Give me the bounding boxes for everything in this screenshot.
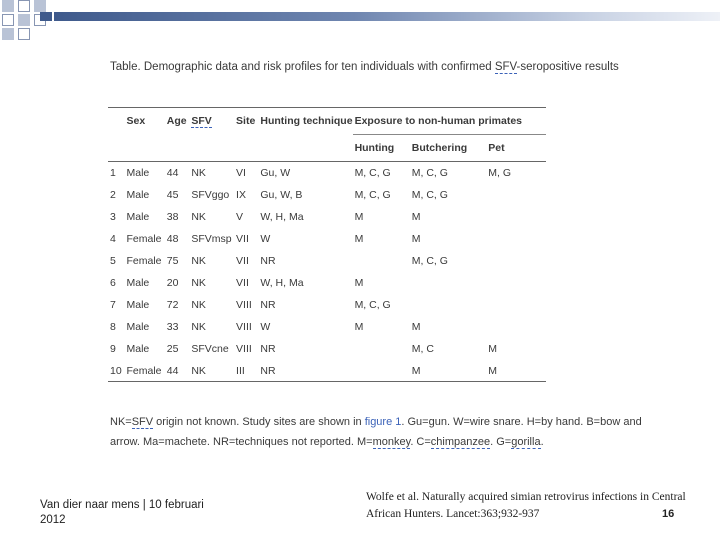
cell-butchering (410, 272, 487, 294)
cell-hunting: M (354, 211, 364, 223)
page-number: 16 (662, 508, 675, 520)
note-text: NK= (110, 416, 132, 428)
cell-pet (486, 206, 546, 228)
cell-num: 4 (110, 233, 116, 245)
decorative-square (18, 28, 30, 40)
cell-sfv: NK (191, 277, 206, 289)
cell-hunting (353, 360, 410, 382)
cell-technique: NR (260, 255, 276, 267)
col-header-pet: Pet (486, 135, 546, 162)
table-row (108, 360, 546, 382)
cell-sex: Male (126, 189, 150, 201)
cell-num: 9 (110, 343, 116, 355)
cell-hunting (353, 250, 410, 272)
cell-butchering: M (411, 321, 421, 333)
sfv-term: SFV (131, 416, 154, 428)
cell-butchering: M (411, 211, 421, 223)
cell-sfv: SFVmsp (191, 233, 232, 245)
note-text: . C= (410, 436, 431, 448)
decorative-square (2, 14, 14, 26)
cell-num: 1 (110, 167, 116, 179)
decorative-square (18, 0, 30, 12)
cell-age: 33 (166, 321, 179, 333)
cell-hunting (353, 338, 410, 360)
table-row (108, 294, 546, 316)
cell-sex: Male (126, 211, 150, 223)
col-header-hunting: Hunting (353, 135, 410, 162)
cell-pet (486, 316, 546, 338)
cell-butchering (410, 294, 487, 316)
cell-site: VIII (236, 343, 252, 355)
decorative-square (2, 28, 14, 40)
cell-technique: NR (260, 299, 276, 311)
note-text: . Gu=gun. W=wire snare. H=by hand. B=bow and arrow. Ma=machete. NR=techniques not reported. M= (110, 416, 642, 448)
table-row (108, 338, 546, 360)
cell-age: 38 (166, 211, 179, 223)
cell-sfv: NK (191, 167, 206, 179)
cell-pet (486, 184, 546, 206)
cell-age: 45 (166, 189, 179, 201)
cell-num: 8 (110, 321, 116, 333)
cell-sex: Female (126, 255, 162, 267)
cell-technique: W (260, 233, 271, 245)
monkey-term: monkey (372, 436, 411, 448)
cell-butchering: M (410, 360, 487, 382)
col-header-num (108, 108, 125, 135)
table-title-text: Table. Demographic data and risk profiles for ten individuals with confirmed (110, 61, 495, 73)
cell-num: 5 (110, 255, 116, 267)
table-header-row (108, 108, 546, 135)
cell-sfv: NK (191, 321, 206, 333)
cell-sex: Female (126, 233, 162, 245)
gorilla-term: gorilla (511, 436, 541, 448)
cell-sfv: NK (191, 211, 206, 223)
decorative-square (2, 0, 14, 12)
cell-hunting: M, C, G (354, 167, 391, 179)
cell-sfv: NK (189, 360, 234, 382)
cell-site: VII (236, 277, 249, 289)
cell-butchering: M, C, G (411, 255, 448, 267)
decorative-square (34, 0, 46, 12)
header-gradient-bar (54, 12, 720, 21)
col-header-sex: Sex (125, 108, 165, 135)
cell-technique: W, H, Ma (260, 277, 304, 289)
subheader-spacer (108, 135, 353, 162)
table-footnote (110, 412, 670, 452)
table-row (108, 228, 546, 250)
cell-sex: Male (126, 299, 150, 311)
cell-sfv: SFVcne (191, 343, 229, 355)
cell-site: VIII (236, 321, 252, 333)
cell-age: 20 (166, 277, 179, 289)
cell-technique: NR (258, 360, 352, 382)
cell-site: III (234, 360, 258, 382)
cell-pet: M (488, 343, 498, 355)
cell-site: IX (236, 189, 246, 201)
cell-pet (486, 250, 546, 272)
cell-technique: Gu, W, B (260, 189, 303, 201)
col-header-hunting-technique: Hunting technique (258, 108, 352, 135)
data-table (108, 107, 546, 382)
cell-pet: M (486, 360, 546, 382)
cell-age: 44 (165, 360, 190, 382)
cell-site: VIII (236, 299, 252, 311)
cell-hunting: M (354, 321, 364, 333)
table-row (108, 250, 546, 272)
cell-sex: Male (126, 321, 150, 333)
sfv-header-term: SFV (191, 115, 212, 128)
cell-pet (486, 228, 546, 250)
table-subheader-row (108, 135, 546, 162)
cell-technique: NR (260, 343, 276, 355)
cell-age: 48 (166, 233, 179, 245)
cell-butchering: M, C (411, 343, 434, 355)
cell-technique: W (260, 321, 271, 333)
cell-age: 72 (166, 299, 179, 311)
cell-hunting: M (354, 233, 364, 245)
cell-sfv: SFVggo (191, 189, 230, 201)
note-text: origin not known. Study sites are shown in (153, 416, 365, 428)
cell-age: 75 (166, 255, 179, 267)
cell-sfv: NK (191, 255, 206, 267)
cell-sex: Female (125, 360, 165, 382)
table-title-suffix: -seropositive results (516, 61, 619, 73)
col-header-site: Site (234, 108, 258, 135)
cell-sfv: NK (191, 299, 206, 311)
cell-num: 7 (110, 299, 116, 311)
cell-sex: Male (126, 343, 150, 355)
cell-age: 25 (166, 343, 179, 355)
cell-hunting: M (354, 277, 364, 289)
cell-site: VII (236, 255, 249, 267)
cell-butchering: M, C, G (411, 189, 448, 201)
cell-pet (486, 272, 546, 294)
decorative-square (18, 14, 30, 26)
sfv-term: SFV (494, 61, 517, 73)
table-row (108, 206, 546, 228)
cell-technique: W, H, Ma (260, 211, 304, 223)
chimpanzee-term: chimpanzee (430, 436, 491, 448)
cell-age: 44 (166, 167, 179, 179)
cell-pet (486, 294, 546, 316)
cell-num: 2 (110, 189, 116, 201)
cell-num: 3 (110, 211, 116, 223)
cell-hunting: M, C, G (354, 189, 391, 201)
cell-hunting: M, C, G (354, 299, 391, 311)
cell-site: VII (236, 233, 249, 245)
cell-butchering: M, C, G (411, 167, 448, 179)
col-header-age: Age (165, 108, 190, 135)
cell-sex: Male (126, 277, 150, 289)
col-header-sfv (189, 108, 234, 135)
table-title (110, 61, 619, 73)
cell-technique: Gu, W (260, 167, 291, 179)
cell-num: 10 (108, 360, 125, 382)
table-row (108, 184, 546, 206)
cell-sex: Male (126, 167, 150, 179)
cell-site: VI (236, 167, 246, 179)
footer-citation: Wolfe et al. Naturally acquired simian retrovirus infections in Central African Hunters. Lancet:363;932-937 (366, 491, 686, 520)
table-row (108, 272, 546, 294)
col-header-butchering: Butchering (410, 135, 487, 162)
col-header-exposure: Exposure to non-human primates (353, 108, 546, 135)
table-row (108, 316, 546, 338)
cell-pet: M, G (488, 167, 512, 179)
cell-site: V (236, 211, 244, 223)
table-body (108, 162, 546, 382)
note-text: . G= (490, 436, 512, 448)
cell-num: 6 (110, 277, 116, 289)
table-row (108, 162, 546, 185)
cell-butchering: M (411, 233, 421, 245)
figure-1-link[interactable]: figure 1 (364, 416, 402, 428)
note-text: . (540, 436, 544, 448)
decorative-square (40, 12, 52, 21)
footer-event-date: Van dier naar mens | 10 februari 2012 (40, 499, 204, 526)
